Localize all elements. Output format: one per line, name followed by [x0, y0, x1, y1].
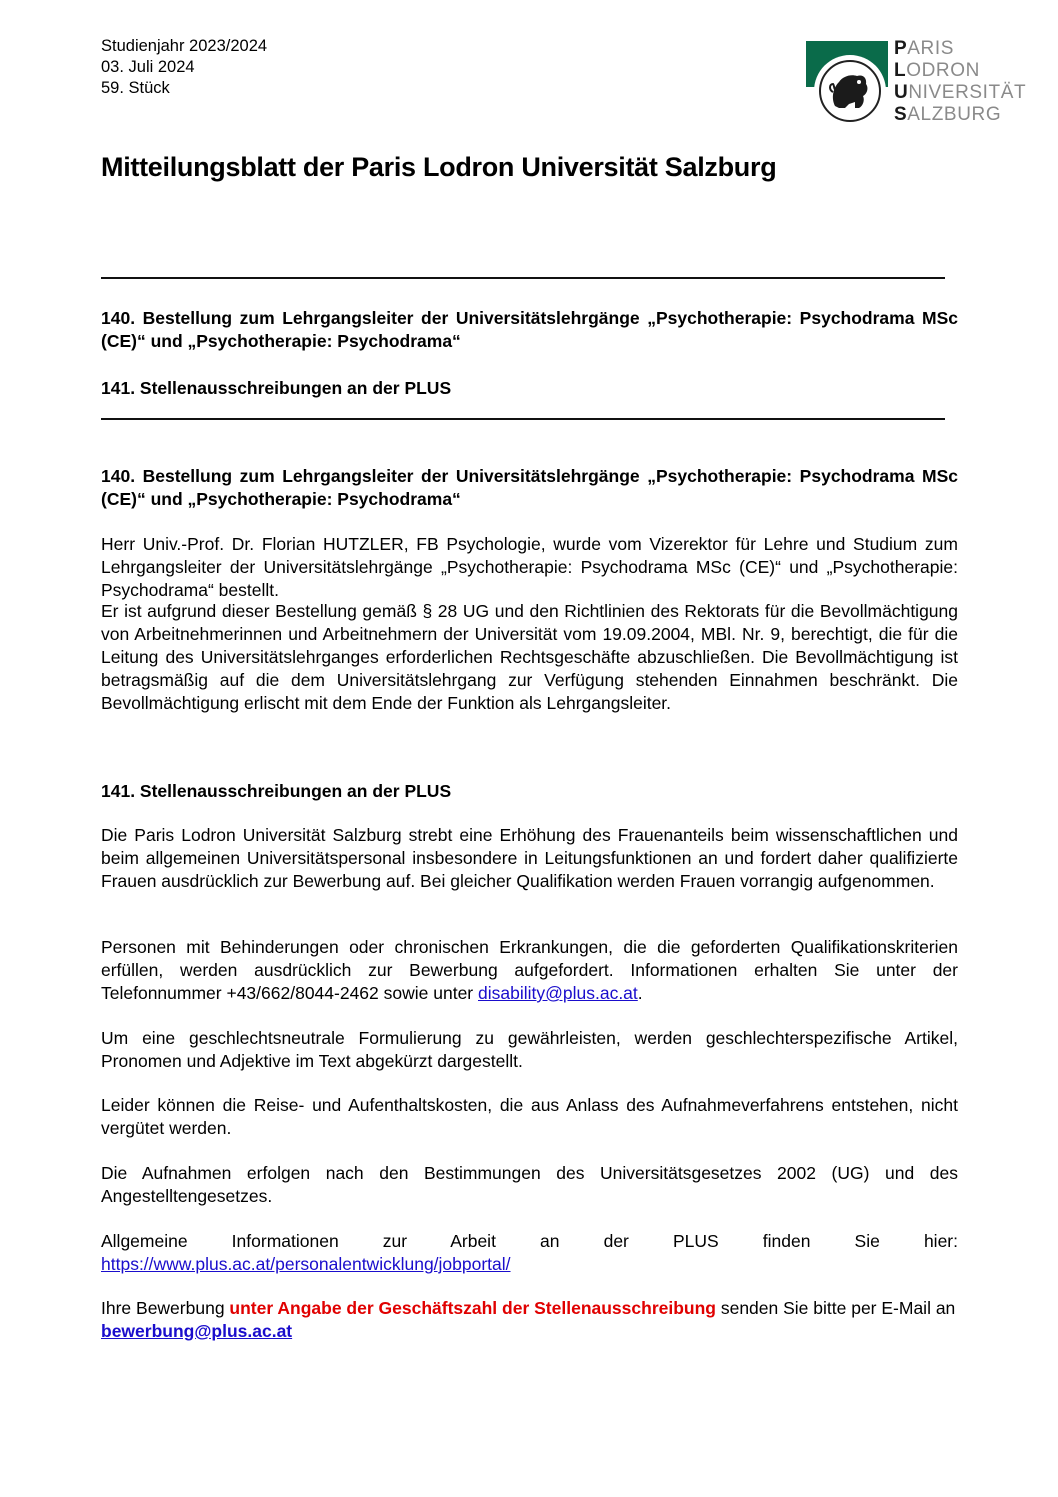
section-141-paragraph-5: Die Aufnahmen erfolgen nach den Bestimmungen des Universitätsgesetzes 2002 (UG) und des Angestelltengesetzes. [101, 1163, 958, 1206]
logo-seal [814, 55, 886, 127]
application-email-link[interactable]: bewerbung@plus.ac.at [101, 1321, 293, 1341]
jobportal-link-line [101, 1253, 958, 1276]
toc-item-140: 140. Bestellung zum Lehrgangsleiter der Universitätslehrgänge „Psychotherapie: Psychodrama MSc (CE)“ und „Psychotherapie: Psychodrama“ [101, 308, 958, 351]
section-141-paragraph-6: Allgemeine Informationen zur Arbeit an der PLUS finden Sie hier: [101, 1231, 958, 1251]
section-141-paragraph-3: Um eine geschlechtsneutrale Formulierung zu gewährleisten, werden geschlechterspezifische Artikel, Pronomen und Adjektive im Text abgekürzt dargestellt. [101, 1028, 958, 1071]
university-logo [806, 38, 1030, 131]
divider-top [101, 277, 945, 279]
issue-meta [101, 36, 267, 99]
issue-date: 03. Juli 2024 [101, 58, 195, 76]
section-141-paragraph-4: Leider können die Reise- und Aufenthaltskosten, die aus Anlass des Aufnahmeverfahrens entstehen, nicht vergütet werden. [101, 1095, 958, 1138]
issue-number: 59. Stück [101, 79, 170, 97]
study-year: Studienjahr 2023/2024 [101, 37, 268, 55]
logo-wordmark: PARIS LODRON UNIVERSITÄT SALZBURG [894, 38, 1027, 125]
section-140-paragraph-2: Er ist aufgrund dieser Bestellung gemäß § 28 UG und den Richtlinien des Rektorats für die Bevollmächtigung von Arbeitnehmerinnen und Arbeitnehmern der Universität vom 19.09.2004, MBl. Nr. 9, berechtigt, die für die Leitung des Universitätslehrganges erforderlichen Rechtsgeschäfte abzuschließen. Die Bevollmächtigung ist betragsmäßig auf die dem Universitätslehrgang zur Verfügung stehenden Einnahmen beschränkt. Die Bevollmächtigung erlischt mit dem Ende der Funktion als Lehrgangsleiter. [101, 601, 958, 713]
page-title: Mitteilungsblatt der Paris Lodron Universität Salzburg [101, 152, 777, 182]
jobportal-link[interactable]: https://www.plus.ac.at/personalentwicklung/jobportal/ [101, 1254, 511, 1274]
section-141-paragraph-2: Personen mit Behinderungen oder chronischen Erkrankungen, die die geforderten Qualifikationskriterien erfüllen, werden ausdrücklich zur Bewerbung aufgefordert. Informationen erhalten Sie unter der Telefonnummer +43/662/8044-2462 sowie unter disability@plus.ac.at. [101, 937, 958, 1003]
disability-email-link[interactable]: disability@plus.ac.at [478, 983, 638, 1003]
section-140-heading: 140. Bestellung zum Lehrgangsleiter der Universitätslehrgänge „Psychotherapie: Psychodrama MSc (CE)“ und „Psychotherapie: Psychodrama“ [101, 466, 958, 509]
section-141-heading: 141. Stellenausschreibungen an der PLUS [101, 781, 452, 801]
toc-item-141: 141. Stellenausschreibungen an der PLUS [101, 378, 452, 398]
emphasis-reference-number: unter Angabe der Geschäftszahl der Stellenausschreibung [229, 1298, 716, 1318]
section-141-paragraph-7: Ihre Bewerbung unter Angabe der Geschäftszahl der Stellenausschreibung senden Sie bitte per E-Mail an bewerbung@plus.ac.at [101, 1298, 956, 1341]
section-141-paragraph-1: Die Paris Lodron Universität Salzburg strebt eine Erhöhung des Frauenanteils beim wissenschaftlichen und beim allgemeinen Universitätspersonal insbesondere in Leitungsfunktionen an und fordert daher qualifizierte Frauen ausdrücklich zur Bewerbung auf. Bei gleicher Qualifikation werden Frauen vorrangig aufgenommen. [101, 825, 958, 891]
section-140-paragraph-1: Herr Univ.-Prof. Dr. Florian HUTZLER, FB Psychologie, wurde vom Vizerektor für Lehre und Studium zum Lehrgangsleiter der Universitätslehrgänge „Psychotherapie: Psychodrama MSc (CE)“ und „Psychotherapie: Psychodrama“ bestellt. [101, 534, 958, 600]
lion-emblem-icon [819, 60, 881, 122]
divider-bottom [101, 418, 945, 420]
